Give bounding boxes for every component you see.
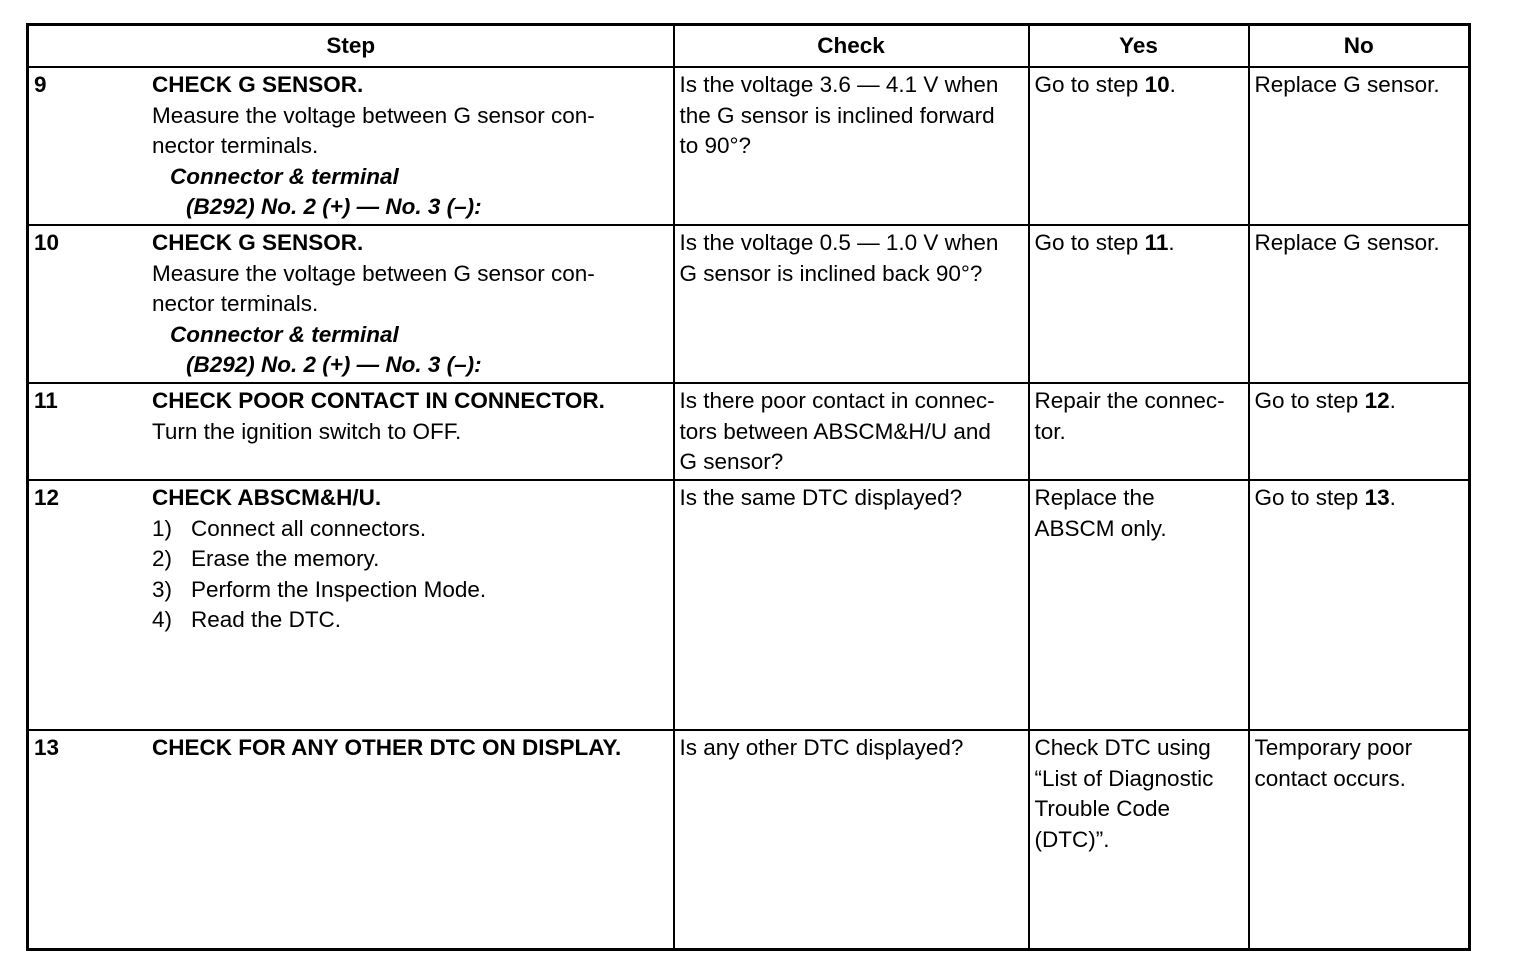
yes-line: Trouble Code (1034, 796, 1170, 821)
connector-value: (B292) No. 2 (+) — No. 3 (–): (186, 352, 482, 377)
step-cell (28, 730, 674, 949)
check-line: Is any other DTC displayed? (679, 735, 964, 760)
check-line: the G sensor is inclined forward (679, 102, 995, 128)
no-cell (1249, 225, 1470, 383)
check-cell (674, 67, 1029, 225)
no-text-end: . (1389, 485, 1396, 510)
no-line: Temporary poor (1254, 735, 1413, 760)
step-title: CHECK G SENSOR. (152, 72, 364, 97)
yes-line: ABSCM only. (1034, 515, 1167, 541)
list-item-number: 4) (152, 607, 173, 632)
check-line: Is the voltage 0.5 — 1.0 V when (679, 230, 999, 255)
list-item-number: 2) (152, 546, 173, 571)
yes-cell (1029, 383, 1249, 480)
no-cell (1249, 480, 1470, 730)
step-number: 9 (34, 72, 47, 97)
list-item-text: Perform the Inspection Mode. (191, 576, 487, 602)
no-text: Replace G sensor. (1254, 72, 1440, 97)
step-cell (28, 225, 674, 383)
step-title: CHECK POOR CONTACT IN CONNECTOR. (152, 388, 605, 413)
no-cell (1249, 67, 1470, 225)
no-text: Go to step (1254, 485, 1365, 510)
list-item-text: Erase the memory. (191, 546, 380, 571)
yes-text: Go to step (1034, 230, 1145, 255)
check-line: G sensor? (679, 449, 784, 474)
header-check: Check (674, 25, 1029, 68)
list-item-text: Connect all connectors. (191, 515, 427, 541)
step-desc-line: Measure the voltage between G sensor con- (152, 102, 595, 128)
list-item-number: 1) (152, 515, 173, 541)
no-text-end: . (1389, 388, 1396, 413)
check-line: Is the voltage 3.6 — 4.1 V when (679, 72, 999, 97)
step-number: 12 (34, 485, 60, 510)
table-row-step-13 (28, 730, 1470, 949)
no-step-ref: 13 (1364, 485, 1390, 510)
check-line: Is there poor contact in connec- (679, 388, 995, 413)
table-row-step-11 (28, 383, 1470, 480)
yes-line: (DTC)”. (1034, 826, 1110, 852)
step-cell (28, 480, 674, 730)
header-no: No (1249, 25, 1470, 68)
yes-text: Go to step (1034, 72, 1145, 97)
no-step-ref: 12 (1364, 388, 1390, 413)
yes-cell (1029, 225, 1249, 383)
yes-line: Replace the (1034, 485, 1155, 510)
table-row-step-10 (28, 225, 1470, 383)
list-item (152, 605, 673, 636)
diagnostic-table (26, 23, 1471, 951)
list-item-number: 3) (152, 576, 173, 602)
yes-text-end: . (1169, 72, 1176, 97)
table-row-step-9 (28, 67, 1470, 225)
list-item (152, 544, 673, 575)
header-yes: Yes (1029, 25, 1249, 68)
yes-step-ref: 11 (1144, 230, 1169, 255)
connector-label: Connector & terminal (170, 163, 399, 189)
step-desc-line: nector terminals. (152, 133, 319, 158)
step-desc-line: Turn the ignition switch to OFF. (152, 418, 462, 444)
yes-line: tor. (1034, 418, 1066, 444)
connector-label: Connector & terminal (170, 321, 399, 347)
header-row (28, 25, 1470, 68)
check-line: to 90°? (679, 133, 752, 158)
yes-line: Repair the connec- (1034, 388, 1225, 413)
step-desc-line: Measure the voltage between G sensor con- (152, 260, 595, 286)
check-cell (674, 383, 1029, 480)
list-item-text: Read the DTC. (191, 607, 342, 632)
step-number: 11 (34, 388, 58, 413)
yes-line: Check DTC using (1034, 735, 1211, 760)
yes-text-end: . (1168, 230, 1175, 255)
connector-value: (B292) No. 2 (+) — No. 3 (–): (186, 194, 482, 219)
yes-cell (1029, 730, 1249, 949)
yes-cell (1029, 67, 1249, 225)
no-text: Go to step (1254, 388, 1365, 413)
no-cell (1249, 730, 1470, 949)
no-cell (1249, 383, 1470, 480)
step-number: 10 (34, 230, 60, 255)
step-number: 13 (34, 735, 60, 760)
check-cell (674, 480, 1029, 730)
check-line: G sensor is inclined back 90°? (679, 260, 983, 286)
table-row-step-12 (28, 480, 1470, 730)
step-title: CHECK G SENSOR. (152, 230, 364, 255)
step-cell (28, 67, 674, 225)
yes-cell (1029, 480, 1249, 730)
list-item (152, 514, 673, 545)
yes-line: “List of Diagnostic (1034, 765, 1214, 791)
check-line: Is the same DTC displayed? (679, 485, 963, 510)
list-item (152, 575, 673, 606)
yes-step-ref: 10 (1144, 72, 1170, 97)
check-line: tors between ABSCM&H/U and (679, 418, 991, 444)
step-desc-line: nector terminals. (152, 291, 319, 316)
step-cell (28, 383, 674, 480)
check-cell (674, 730, 1029, 949)
no-text: Replace G sensor. (1254, 230, 1440, 255)
no-line: contact occurs. (1254, 765, 1406, 791)
check-cell (674, 225, 1029, 383)
step-title: CHECK ABSCM&H/U. (152, 485, 382, 510)
step-title: CHECK FOR ANY OTHER DTC ON DISPLAY. (152, 735, 622, 760)
header-step: Step (28, 25, 674, 68)
